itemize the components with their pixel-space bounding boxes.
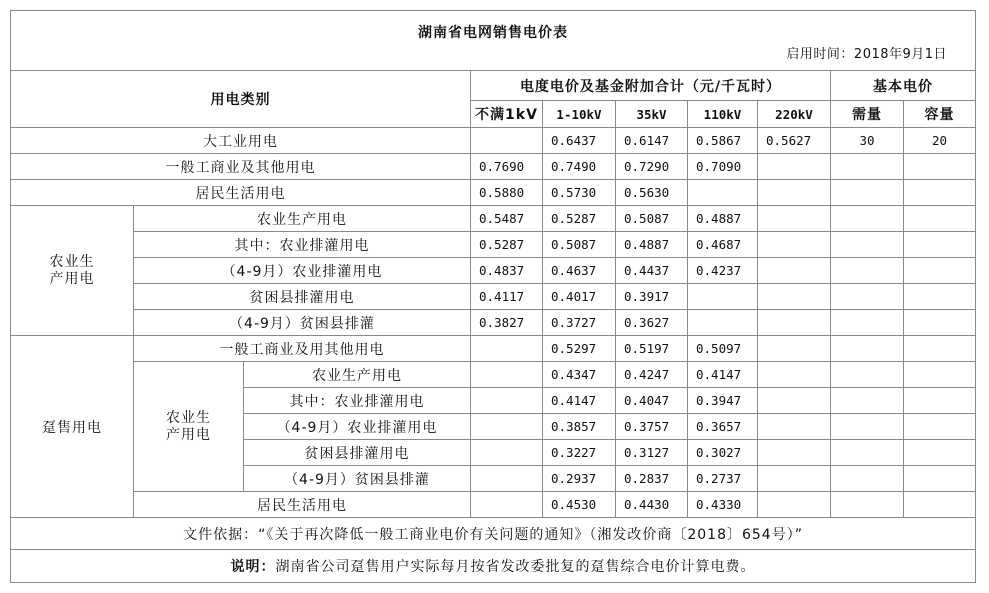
price-cell: 0.5867 xyxy=(688,128,758,154)
table-row xyxy=(11,492,976,518)
capacity-price-cell xyxy=(904,336,976,362)
title-row xyxy=(11,11,976,71)
price-table xyxy=(10,10,976,583)
note-text: 湖南省公司趸售用户实际每月按省发改委批复的趸售综合电价计算电费。 xyxy=(275,559,756,575)
capacity-price-cell xyxy=(904,232,976,258)
price-cell xyxy=(471,414,543,440)
price-cell: 0.4437 xyxy=(616,258,688,284)
capacity-price-cell xyxy=(904,362,976,388)
price-cell: 0.6437 xyxy=(543,128,616,154)
demand-price-cell xyxy=(831,388,904,414)
price-cell xyxy=(471,440,543,466)
header-energy-price: 电度电价及基金附加合计（元/千瓦时） xyxy=(471,71,831,101)
row-label: 居民生活用电 xyxy=(134,492,471,518)
group-label-text: 农业生产用电 xyxy=(49,253,95,287)
footer-basis: 文件依据：“《关于再次降低一般工商业电价有关问题的通知》（湘发改价商〔2018〕654号）” xyxy=(11,518,976,550)
capacity-price-cell xyxy=(904,258,976,284)
price-cell xyxy=(758,336,831,362)
row-label: 居民生活用电 xyxy=(11,180,471,206)
price-cell: 0.3127 xyxy=(616,440,688,466)
price-cell: 0.4637 xyxy=(543,258,616,284)
price-cell: 0.5287 xyxy=(543,206,616,232)
capacity-price-cell xyxy=(904,284,976,310)
table-row xyxy=(11,258,976,284)
capacity-price-cell xyxy=(904,492,976,518)
row-label: 一般工商业及用其他用电 xyxy=(134,336,471,362)
price-cell: 0.3627 xyxy=(616,310,688,336)
demand-price-cell xyxy=(831,440,904,466)
effective-date: 启用时间：2018年9月1日 xyxy=(786,47,948,62)
price-cell xyxy=(688,284,758,310)
footer-note xyxy=(11,550,976,583)
price-cell: 0.5087 xyxy=(616,206,688,232)
header-demand: 需量 xyxy=(831,101,904,128)
table-row xyxy=(11,154,976,180)
header-voltage-110kv: 110kV xyxy=(688,101,758,128)
demand-price-cell xyxy=(831,284,904,310)
price-cell: 0.4330 xyxy=(688,492,758,518)
price-cell: 0.3917 xyxy=(616,284,688,310)
price-cell: 0.5730 xyxy=(543,180,616,206)
price-cell: 0.4117 xyxy=(471,284,543,310)
header-capacity: 容量 xyxy=(904,101,976,128)
price-cell xyxy=(758,206,831,232)
price-cell xyxy=(758,154,831,180)
table-row xyxy=(11,232,976,258)
price-cell: 0.7090 xyxy=(688,154,758,180)
price-cell: 0.5630 xyxy=(616,180,688,206)
demand-price-cell xyxy=(831,362,904,388)
price-cell: 0.4837 xyxy=(471,258,543,284)
price-cell: 0.4687 xyxy=(688,232,758,258)
price-cell: 0.4887 xyxy=(688,206,758,232)
capacity-price-cell xyxy=(904,466,976,492)
demand-price-cell xyxy=(831,258,904,284)
row-label: 其中：农业排灌用电 xyxy=(134,232,471,258)
capacity-price-cell xyxy=(904,154,976,180)
footer-row-note xyxy=(11,550,976,583)
demand-price-cell xyxy=(831,180,904,206)
price-cell xyxy=(758,284,831,310)
price-cell: 0.5287 xyxy=(471,232,543,258)
price-cell: 0.3947 xyxy=(688,388,758,414)
demand-price-cell xyxy=(831,154,904,180)
table-row xyxy=(11,180,976,206)
capacity-price-cell xyxy=(904,414,976,440)
table-row xyxy=(11,284,976,310)
demand-price-cell: 30 xyxy=(831,128,904,154)
demand-price-cell xyxy=(831,206,904,232)
group-label-wholesale: 趸售用电 xyxy=(11,336,134,518)
header-category: 用电类别 xyxy=(11,71,471,128)
header-voltage-35kv: 35kV xyxy=(616,101,688,128)
price-cell: 0.5297 xyxy=(543,336,616,362)
row-label: （4-9月）农业排灌用电 xyxy=(134,258,471,284)
table-row xyxy=(11,362,976,388)
table-row xyxy=(11,310,976,336)
capacity-price-cell xyxy=(904,206,976,232)
price-cell: 0.3727 xyxy=(543,310,616,336)
price-cell: 0.4347 xyxy=(543,362,616,388)
row-label: 农业生产用电 xyxy=(134,206,471,232)
price-cell: 0.3757 xyxy=(616,414,688,440)
price-cell: 0.7490 xyxy=(543,154,616,180)
demand-price-cell xyxy=(831,336,904,362)
capacity-price-cell: 20 xyxy=(904,128,976,154)
capacity-price-cell xyxy=(904,310,976,336)
price-cell xyxy=(758,232,831,258)
capacity-price-cell xyxy=(904,388,976,414)
price-cell xyxy=(471,388,543,414)
price-cell: 0.4247 xyxy=(616,362,688,388)
row-label: （4-9月）农业排灌用电 xyxy=(244,414,471,440)
row-label: 大工业用电 xyxy=(11,128,471,154)
price-cell: 0.2737 xyxy=(688,466,758,492)
header-voltage-1-10kv: 1-10kV xyxy=(543,101,616,128)
price-cell: 0.4887 xyxy=(616,232,688,258)
price-cell xyxy=(471,362,543,388)
price-cell: 0.2937 xyxy=(543,466,616,492)
price-cell: 0.3857 xyxy=(543,414,616,440)
price-cell: 0.4017 xyxy=(543,284,616,310)
price-cell: 0.5097 xyxy=(688,336,758,362)
capacity-price-cell xyxy=(904,440,976,466)
price-cell: 0.2837 xyxy=(616,466,688,492)
subgroup-label-wholesale-agriculture xyxy=(134,362,244,492)
price-cell xyxy=(471,466,543,492)
price-cell: 0.6147 xyxy=(616,128,688,154)
price-cell: 0.4430 xyxy=(616,492,688,518)
table-row xyxy=(11,206,976,232)
price-cell xyxy=(758,362,831,388)
price-cell xyxy=(758,466,831,492)
header-voltage-220kv: 220kV xyxy=(758,101,831,128)
price-cell: 0.5197 xyxy=(616,336,688,362)
row-label: （4-9月）贫困县排灌 xyxy=(134,310,471,336)
price-cell xyxy=(471,128,543,154)
price-cell: 0.4147 xyxy=(688,362,758,388)
price-cell: 0.4147 xyxy=(543,388,616,414)
group-label-agriculture xyxy=(11,206,134,336)
price-cell: 0.3227 xyxy=(543,440,616,466)
demand-price-cell xyxy=(831,232,904,258)
table-row xyxy=(11,128,976,154)
price-cell xyxy=(471,492,543,518)
row-label: 农业生产用电 xyxy=(244,362,471,388)
row-label: （4-9月）贫困县排灌 xyxy=(244,466,471,492)
price-cell: 0.7690 xyxy=(471,154,543,180)
price-cell: 0.3827 xyxy=(471,310,543,336)
demand-price-cell xyxy=(831,492,904,518)
price-cell: 0.3027 xyxy=(688,440,758,466)
note-label: 说明： xyxy=(230,559,276,575)
capacity-price-cell xyxy=(904,180,976,206)
price-cell: 0.5627 xyxy=(758,128,831,154)
price-cell xyxy=(758,414,831,440)
footer-row-basis xyxy=(11,518,976,550)
price-cell: 0.5487 xyxy=(471,206,543,232)
title-cell xyxy=(11,11,976,71)
price-cell xyxy=(758,310,831,336)
demand-price-cell xyxy=(831,414,904,440)
row-label: 贫困县排灌用电 xyxy=(244,440,471,466)
demand-price-cell xyxy=(831,466,904,492)
page-title: 湖南省电网销售电价表 xyxy=(418,25,569,41)
price-cell: 0.4237 xyxy=(688,258,758,284)
subgroup-label-text: 农业生产用电 xyxy=(166,409,211,443)
price-cell: 0.3657 xyxy=(688,414,758,440)
price-cell xyxy=(688,310,758,336)
table-row xyxy=(11,336,976,362)
price-cell: 0.7290 xyxy=(616,154,688,180)
header-voltage-below-1kv: 不满1kV xyxy=(471,101,543,128)
price-cell: 0.5087 xyxy=(543,232,616,258)
row-label: 其中：农业排灌用电 xyxy=(244,388,471,414)
price-cell xyxy=(758,258,831,284)
price-cell: 0.4047 xyxy=(616,388,688,414)
price-cell xyxy=(758,492,831,518)
price-cell xyxy=(471,336,543,362)
price-cell xyxy=(758,440,831,466)
header-basic-price: 基本电价 xyxy=(831,71,976,101)
row-label: 一般工商业及其他用电 xyxy=(11,154,471,180)
price-cell xyxy=(758,388,831,414)
price-cell xyxy=(688,180,758,206)
row-label: 贫困县排灌用电 xyxy=(134,284,471,310)
demand-price-cell xyxy=(831,310,904,336)
price-cell: 0.5880 xyxy=(471,180,543,206)
header-row-1 xyxy=(11,71,976,101)
price-cell: 0.4530 xyxy=(543,492,616,518)
price-cell xyxy=(758,180,831,206)
